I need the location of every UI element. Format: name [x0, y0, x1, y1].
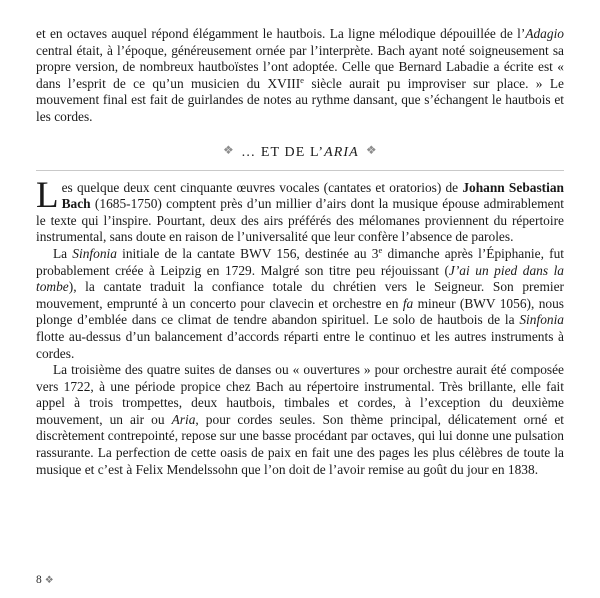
body-paragraph-1: Les quelque deux cent cinquante œuvres vocales (cantates et oratorios) de Johann Sebastian Bach (1685-1750) comptent près d’un millier d’airs dont la musique épouse admirablement le texte qui l’inspire. Pourtant, deux des airs préférés des mélomanes proviennent du répertoire instrumental, sans doute en raison de l’universalité que leur confère l’absence de paroles.	[36, 174, 564, 245]
intro-paragraph: et en octaves auquel répond élégamment le hautbois. La ligne mélodique dépouillée de l’Adagio central était, à l’époque, généreusement ornée par l’interprète. Bach ayant noté soigneusement sa propre version, de nombreux hautboïstes l’ont adoptée. Celle que Bernard Labadie a écrite est « dans l’esprit de ce qu’un musicien du XVIIIe siècle aurait pu improviser sur place. » Le mouvement final est fait de guirlandes de notes au rythme dansant, que s’échangent le hautbois et les cordes.	[36, 26, 564, 124]
body-paragraph-2: La Sinfonia initiale de la cantate BWV 156, destinée au 3e dimanche après l’Épiphanie, fut probablement créée à Leipzig en 1729. Malgré son titre peu réjouissant (J’ai un pied dans la tombe), la cantate traduit la confiance totale du chrétien vers le Seigneur. Son premier mouvement, emprunté à un concerto pour clavecin et orchestre en fa mineur (BWV 1056), nous plonge d’emblée dans ce climat de tendre abandon spirituel. Le solo de hautbois de la Sinfonia flotte au-dessus d’un balancement d’accords réparti entre le continuo et les autres instruments à cordes.	[36, 244, 564, 361]
page-number: 8	[36, 574, 42, 586]
drop-cap: L	[36, 174, 59, 216]
section-title: … ET DE L’ARIA	[241, 144, 359, 160]
body-paragraph-3: La troisième des quatre suites de danses ou « ouvertures » pour orchestre aurait été composée vers 1722, à une période propice chez Bach au répertoire instrumental. Très brillante, elle fait appel à trois trompettes, deux hautbois, timbales et cordes, à l’exception du deuxième mouvement, un air ou Aria, pour cordes seules. Son thème principal, délicatement orné et discrètement contrepointé, repose sur une basse procédant par octaves, qui lui donne une pulsation rassurante. La perfection de cette oasis de paix en fait une des pages les plus célèbres de toute la musique et c’est à Felix Mendelssohn que l’on doit de l’avoir remise au goût du jour en 1838.	[36, 362, 564, 477]
flower-ornament-left-icon: ❖	[222, 142, 235, 157]
flower-ornament-right-icon: ❖	[365, 142, 377, 157]
section-heading	[36, 143, 564, 161]
section-divider	[36, 170, 564, 171]
page-footer	[36, 574, 54, 586]
footer-flower-icon: ❖	[44, 575, 54, 586]
